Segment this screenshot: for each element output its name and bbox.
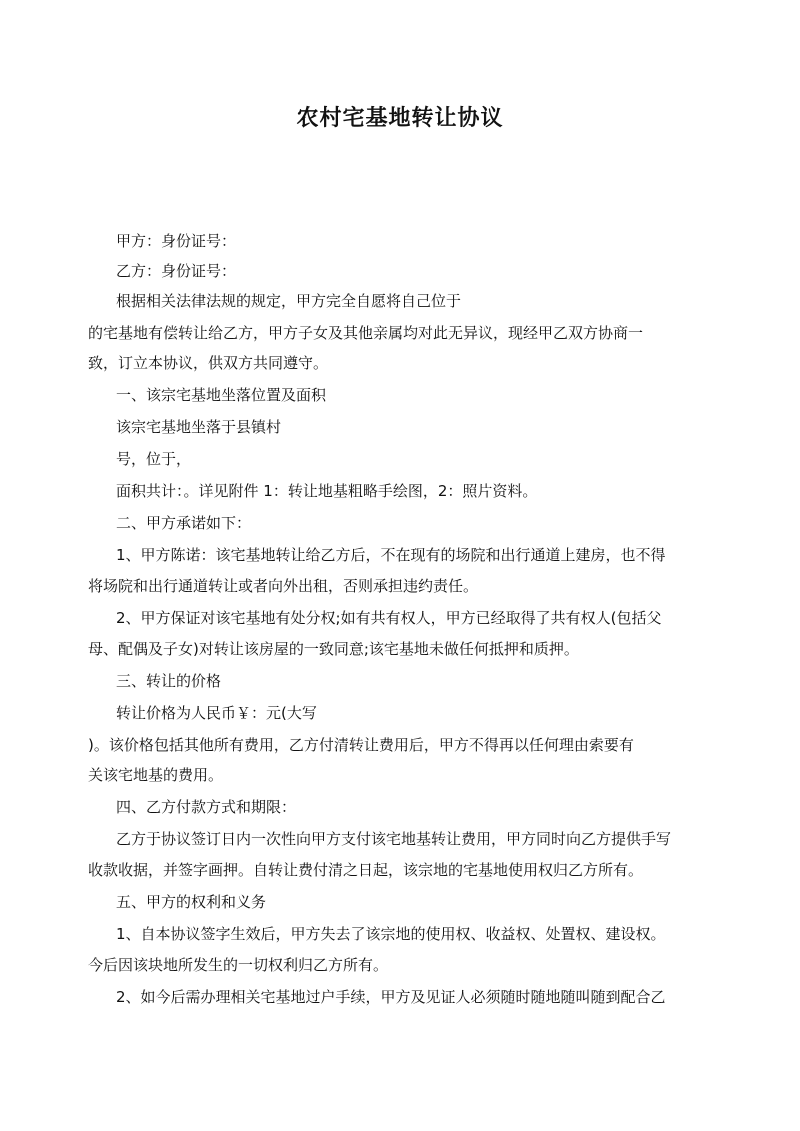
paragraph-line: 今后因该块地所发生的一切权利归乙方所有。 xyxy=(88,956,389,974)
paragraph-line: 转让价格为人民币￥：元(大写 xyxy=(116,704,317,722)
paragraph-line: 2、甲方保证对该宅基地有处分权;如有共有权人，甲方已经取得了共有权人(包括父 xyxy=(116,609,662,627)
document-title: 农村宅基地转让协议 xyxy=(296,106,504,131)
paragraph-line: 母、配偶及子女)对转让该房屋的一致同意;该宅基地未做任何抵押和质押。 xyxy=(88,640,579,658)
paragraph-line: 1、自本协议签字生效后，甲方失去了该宗地的使用权、收益权、处置权、建设权。 xyxy=(116,925,666,943)
section-heading-5: 五、甲方的权利和义务 xyxy=(116,893,267,911)
paragraph-line: 将场院和出行通道转让或者向外出租，否则承担违约责任。 xyxy=(88,577,479,595)
paragraph-line: 号，位于， xyxy=(116,450,192,468)
section-heading-1: 一、该宗宅基地坐落位置及面积 xyxy=(116,386,327,404)
paragraph-line: 1、甲方陈诺：该宅基地转让给乙方后，不在现有的场院和出行通道上建房，也不得 xyxy=(116,546,666,564)
party-b-line: 乙方：身份证号： xyxy=(116,262,237,280)
paragraph-line: 根据相关法律法规的规定，甲方完全自愿将自己位于 xyxy=(116,292,462,310)
paragraph-line: 面积共计：。详见附件 1：转让地基粗略手绘图，2：照片资料。 xyxy=(116,482,538,500)
paragraph-line: )。该价格包括其他所有费用，乙方付清转让费用后，甲方不得再以任何理由索要有 xyxy=(88,736,634,754)
paragraph-line: 乙方于协议签订日内一次性向甲方支付该宅地基转让费用，甲方同时向乙方提供手写 xyxy=(116,830,672,848)
paragraph-line: 关该宅地基的费用。 xyxy=(88,766,224,784)
paragraph-line: 致，订立本协议，供双方共同遵守。 xyxy=(88,354,329,372)
section-heading-3: 三、转让的价格 xyxy=(116,672,222,690)
section-heading-4: 四、乙方付款方式和期限： xyxy=(116,798,297,816)
section-heading-2: 二、甲方承诺如下： xyxy=(116,514,252,532)
paragraph-line: 2、如今后需办理相关宅基地过户手续，甲方及见证人必须随时随地随叫随到配合乙 xyxy=(116,988,666,1006)
party-a-line: 甲方：身份证号： xyxy=(116,232,237,250)
paragraph-line: 收款收据，并签字画押。自转让费付清之日起，该宗地的宅基地使用权归乙方所有。 xyxy=(88,861,644,879)
paragraph-line: 的宅基地有偿转让给乙方，甲方子女及其他亲属均对此无异议，现经甲乙双方协商一 xyxy=(88,324,644,342)
paragraph-line: 该宗宅基地坐落于县镇村 xyxy=(116,418,282,436)
